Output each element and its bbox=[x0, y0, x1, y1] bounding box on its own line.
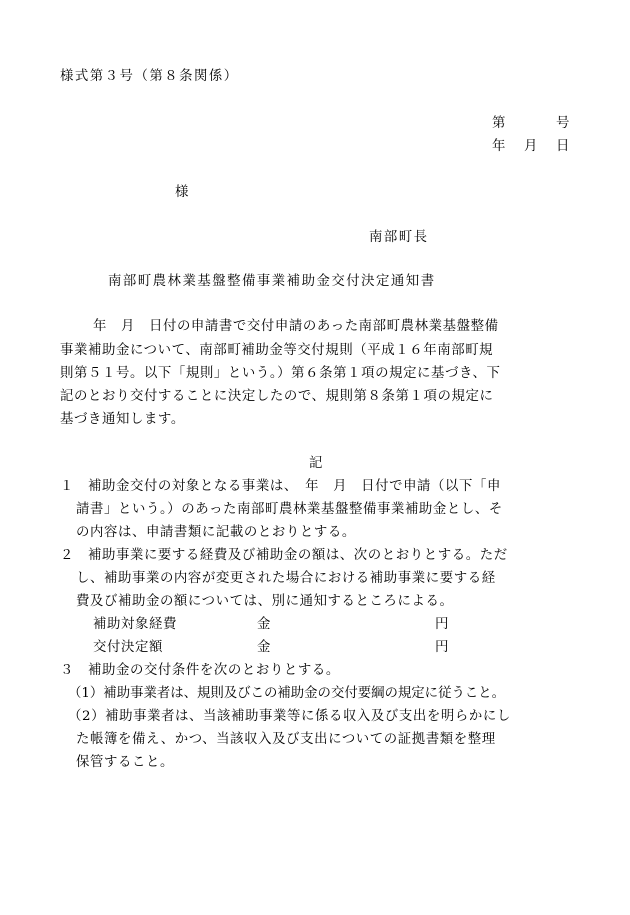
item1-line-3: の内容は、申請書類に記載のとおりとする。 bbox=[76, 525, 356, 540]
document-title: 南部町農林業基盤整備事業補助金交付決定通知書 bbox=[108, 274, 436, 289]
date-year: 年 bbox=[492, 139, 506, 154]
item2-line-3: 費及び補助金の額については、別に通知するところによる。 bbox=[76, 594, 454, 609]
body-line-4: 記のとおり交付することに決定したので、規則第８条第１項の規定に bbox=[60, 389, 494, 404]
amount-prefix-grant: 金 bbox=[257, 640, 271, 655]
number-prefix: 第 bbox=[492, 116, 506, 131]
addressee-suffix: 様 bbox=[175, 185, 189, 200]
form-label: 様式第３号（第８条関係） bbox=[60, 69, 239, 84]
amount-prefix-cost: 金 bbox=[257, 617, 271, 632]
item1-line-1: １ 補助金交付の対象となる事業は、 年 月 日付で申請（以下「申 bbox=[60, 479, 501, 494]
sub2-line-2: た帳簿を備え、かつ、当該収入及び支出についての証拠書類を整理 bbox=[76, 732, 496, 747]
sub2-line-3: 保管すること。 bbox=[76, 755, 174, 770]
body-line-2: 事業補助金について、南部町補助金等交付規則（平成１６年南部町規 bbox=[60, 343, 494, 358]
body-line-5: 基づき通知します。 bbox=[60, 412, 185, 427]
number-suffix: 号 bbox=[556, 116, 570, 131]
item2-line-1: ２ 補助事業に要する経費及び補助金の額は、次のとおりとする。ただ bbox=[60, 548, 508, 563]
item3-line: ３ 補助金の交付条件を次のとおりとする。 bbox=[60, 663, 340, 678]
item1-line-2: 請書」という。）のあった南部町農林業基盤整備事業補助金とし、そ bbox=[76, 502, 503, 517]
item2-line-2: し、補助事業の内容が変更された場合における補助事業に要する経 bbox=[76, 571, 496, 586]
body-line-1: 年 月 日付の申請書で交付申請のあった南部町農林業基盤整備 bbox=[93, 319, 499, 334]
sub2-line-1: （2）補助事業者は、当該補助事業等に係る収入及び支出を明らかにし bbox=[68, 709, 511, 724]
amount-unit-grant: 円 bbox=[435, 640, 449, 655]
date-day: 日 bbox=[556, 139, 570, 154]
date-month: 月 bbox=[524, 139, 538, 154]
ki-heading: 記 bbox=[309, 456, 323, 471]
issuer-name: 南部町長 bbox=[369, 230, 429, 245]
amount-unit-cost: 円 bbox=[435, 617, 449, 632]
amount-label-grant: 交付決定額 bbox=[93, 640, 163, 655]
sub1-line: （1）補助事業者は、規則及びこの補助金の交付要綱の規定に従うこと。 bbox=[68, 686, 506, 701]
body-line-3: 則第５１号。以下「規則」という。）第６条第１項の規定に基づき、下 bbox=[60, 366, 501, 381]
amount-label-cost: 補助対象経費 bbox=[93, 617, 177, 632]
